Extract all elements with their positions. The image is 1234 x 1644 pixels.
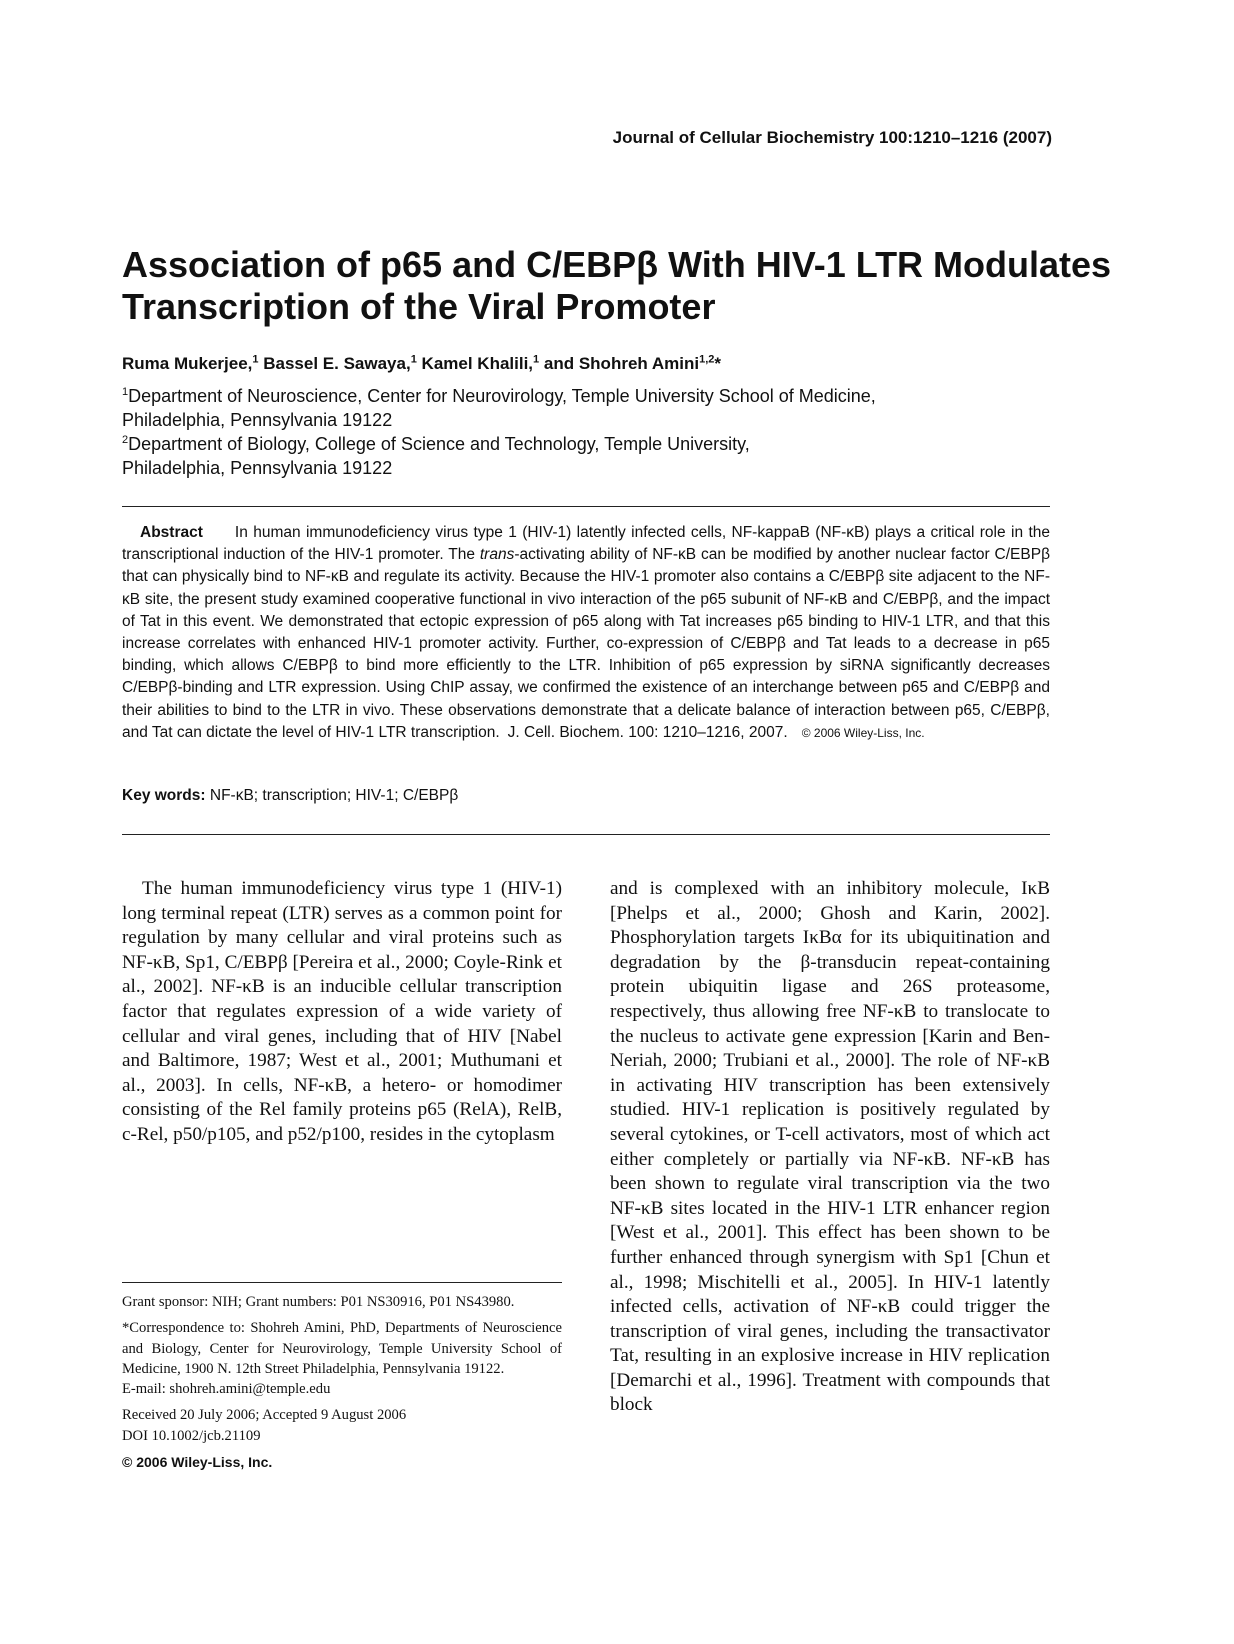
author-affiliation-mark: 1: [533, 353, 540, 366]
corresponding-asterisk: *: [714, 354, 722, 373]
footnote-divider: [122, 1282, 562, 1283]
received-footnote: Received 20 July 2006; Accepted 9 August 2006: [122, 1407, 407, 1424]
affiliation-mark: 1: [122, 386, 129, 398]
keywords-text: NF-κB; transcription; HIV-1; C/EBPβ: [209, 787, 459, 804]
grant-footnote: Grant sponsor: NIH; Grant numbers: P01 NS30916, P01 NS43980.: [122, 1294, 515, 1310]
abstract-label: Abstract: [140, 524, 203, 541]
affiliation: [122, 384, 1082, 408]
abstract-text: In human immunodeficiency virus type 1 (HIV-1) latently infected cells, NF-kappaB (NF-κB) plays a critical role in the transcriptional induction of the HIV-1 promoter. The: [122, 524, 1050, 564]
copyright-footnote: © 2006 Wiley-Liss, Inc.: [122, 1454, 273, 1471]
affiliation-line: Philadelphia, Pennsylvania 19122: [122, 410, 393, 430]
affiliations: [122, 384, 1082, 480]
keywords-label: Key words:: [122, 787, 206, 804]
abstract-citation: J. Cell. Biochem. 100: 1210–1216, 2007.: [507, 723, 788, 741]
abstract-text: -activating ability of NF-κB can be modified by another nuclear factor C/EBPβ that can physically bind to NF-κB and regulate its activity. Because the HIV-1 promoter also contains a C/EBPβ site adjacent to the NF-κB site, the present study examined cooperative functional in vivo interaction of the p65 subunit of NF-κB and C/EBPβ, and the impact of Tat in this event. We demonstrated that ectopic expression of p65 along with Tat increases p65 binding to HIV-1 LTR, and that this increase correlates with enhanced HIV-1 promoter activity. Further, co-expression of C/EBPβ and Tat leads to a decrease in p65 binding, which allows C/EBPβ to bind more efficiently to the LTR. Inhibition of p65 expression by siRNA significantly decreases C/EBPβ-binding and LTR expression. Using ChIP assay, we confirmed the existence of an interchange between p65 and C/EBPβ and their abilities to bind to the LTR in vivo. These observations demonstrate that a delicate balance of interaction between p65, C/EBPβ, and Tat can dictate the level of HIV-1 LTR transcription.: [122, 546, 1050, 741]
abstract: [122, 522, 1050, 744]
doi-footnote: DOI 10.1002/jcb.21109: [122, 1427, 261, 1444]
affiliation: [122, 432, 1082, 456]
author-affiliation-mark: 1,2: [699, 353, 715, 366]
paper-title: Association of p65 and C/EBPβ With HIV-1 LTR Modulates Transcription of the Viral Promoter: [122, 244, 1112, 327]
divider: [122, 834, 1050, 835]
keywords: [122, 787, 458, 805]
author-name: Bassel E. Sawaya,: [263, 354, 411, 373]
author-name: Kamel Khalili,: [421, 354, 534, 373]
abstract-copyright: © 2006 Wiley-Liss, Inc.: [801, 725, 925, 740]
journal-citation: Journal of Cellular Biochemistry 100:1210–1216 (2007): [612, 128, 1052, 147]
abstract-italic: trans: [479, 546, 515, 564]
author-affiliation-mark: 1: [252, 353, 259, 366]
footnotes: [122, 1292, 562, 1478]
affiliation-line: Department of Biology, College of Science and Technology, Temple University,: [128, 434, 750, 454]
author-name: and Shohreh Amini: [543, 354, 700, 373]
author-list: [122, 354, 721, 374]
affiliation-line: Philadelphia, Pennsylvania 19122: [122, 458, 393, 478]
correspondence-footnote: *Correspondence to: Shohreh Amini, PhD, Departments of Neuroscience and Biology, Center for Neurovirology, Temple University School of Medicine, 1900 N. 12th Street Philadelphia, Pennsylvania 19122.: [122, 1320, 562, 1377]
body-column-right: and is complexed with an inhibitory molecule, IκB [Phelps et al., 2000; Ghosh and Karin, 2002]. Phosphorylation targets IκBα for its ubiquitination and degradation by the β-transducin repeat-containing protein ubiquitin ligase and 26S proteasome, respectively, thus allowing free NF-κB to translocate to the nucleus to activate gene expression [Karin and Ben-Neriah, 2000; Trubiani et al., 2000]. The role of NF-κB in activating HIV transcription has been extensively studied. HIV-1 replication is positively regulated by several cytokines, or T-cell activators, most of which act either completely or partially via NF-κB. NF-κB has been shown to regulate viral transcription via the two NF-κB sites located in the HIV-1 LTR enhancer region [West et al., 2001]. This effect has been shown to be further enhanced through synergism with Sp1 [Chun et al., 1998; Mischitelli et al., 2005]. In HIV-1 latently infected cells, activation of NF-κB could trigger the transcription of viral genes, including the transactivator Tat, resulting in an explosive increase in HIV replication [Demarchi et al., 1996]. Treatment with compounds that block: [610, 878, 1050, 1416]
body-column-left: The human immunodeficiency virus type 1 (HIV-1) long terminal repeat (LTR) serves as a common point for regulation by many cellular and viral proteins such as NF-κB, Sp1, C/EBPβ [Pereira et al., 2000; Coyle-Rink et al., 2002]. NF-κB is an inducible cellular transcription factor that regulates expression of a wide variety of cellular and viral genes, including that of HIV [Nabel and Baltimore, 1987; West et al., 2001; Muthumani et al., 2003]. In cells, NF-κB, a hetero- or homodimer consisting of the Rel family proteins p65 (RelA), RelB, c-Rel, p50/p105, and p52/p100, resides in the cytoplasm: [122, 878, 562, 1145]
email-footnote: E-mail: shohreh.amini@temple.edu: [122, 1381, 331, 1398]
affiliation-line: Department of Neuroscience, Center for Neurovirology, Temple University School of Medicine,: [128, 386, 876, 406]
affiliation-mark: 2: [122, 434, 129, 446]
author-affiliation-mark: 1: [410, 353, 417, 366]
author-name: Ruma Mukerjee,: [122, 354, 253, 373]
divider: [122, 506, 1050, 507]
